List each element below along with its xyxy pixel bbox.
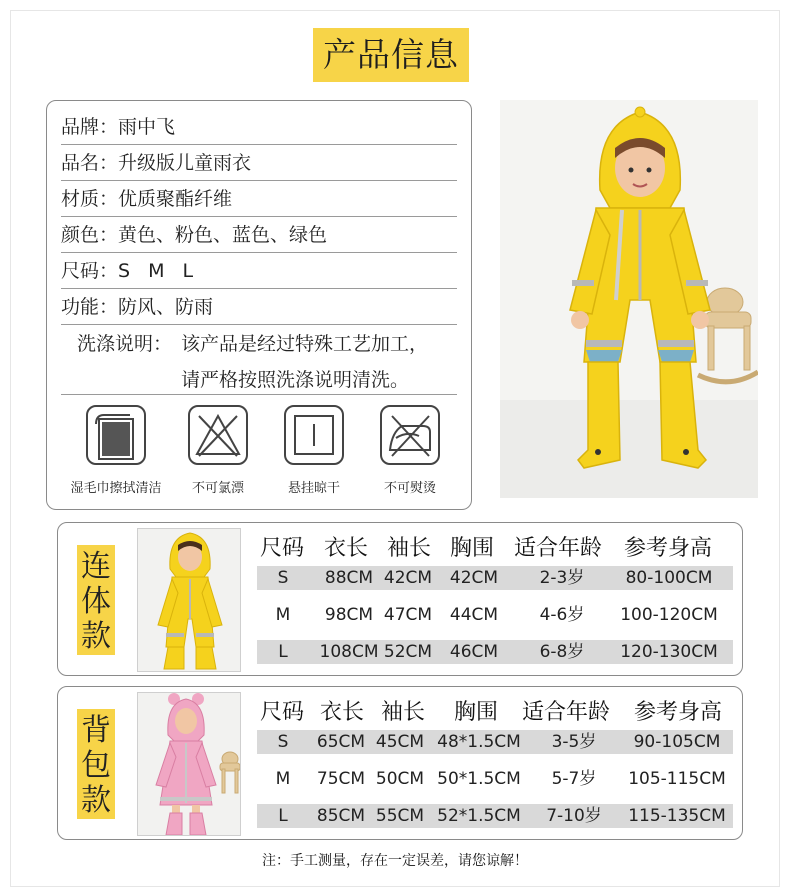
wash-line-1: 该产品是经过特殊工艺加工，: [181, 333, 429, 355]
info-label: 品牌：: [61, 116, 119, 138]
col-header-age: 适合年龄: [522, 700, 611, 725]
info-row-product-name: [61, 145, 457, 181]
cell-size: L: [278, 642, 288, 662]
cell-chest: 50*1.5CM: [437, 769, 521, 789]
cell-age: 3-5岁: [551, 732, 597, 752]
cell-size: S: [277, 568, 289, 588]
col-header-sleeve: 袖长: [381, 700, 426, 725]
no-bleach-icon: [187, 404, 249, 466]
cell-height: 115-135CM: [628, 806, 726, 826]
cell-chest: 46CM: [449, 642, 499, 662]
cell-length: 85CM: [316, 806, 366, 826]
info-value: 升级版儿童雨衣: [118, 152, 252, 174]
cell-length: 108CM: [319, 642, 379, 662]
info-row-function: [61, 289, 457, 325]
divider: [61, 394, 457, 395]
cell-sleeve: 42CM: [383, 568, 433, 588]
cell-length: 65CM: [316, 732, 366, 752]
info-row-material: [61, 181, 457, 217]
info-row-colors: [61, 217, 457, 253]
yellow-raincoat-image: [138, 529, 241, 672]
pink-raincoat-image: [138, 693, 241, 836]
wash-label: 洗涤说明：: [77, 333, 173, 355]
backpack-size-card: [57, 686, 743, 840]
backpack-tag: 背包款: [77, 709, 115, 819]
col-header-chest: 胸围: [454, 700, 499, 725]
cell-length: 88CM: [324, 568, 374, 588]
wash-line-2: 请严格按照洗涤说明清洗。: [181, 369, 410, 391]
cell-height: 100-120CM: [620, 605, 718, 625]
col-header-sleeve: 袖长: [387, 536, 432, 561]
backpack-thumbnail: [137, 692, 241, 836]
hang-dry-icon: [283, 404, 345, 466]
col-header-age: 适合年龄: [514, 536, 603, 561]
care-label: 悬挂晾干: [287, 481, 340, 496]
cell-sleeve: 47CM: [383, 605, 433, 625]
info-value: 防风、防雨: [118, 296, 214, 318]
page-title: 产品信息: [313, 28, 469, 82]
cell-size: M: [275, 605, 291, 625]
cell-age: 5-7岁: [551, 769, 597, 789]
one-piece-thumbnail: [137, 528, 241, 672]
cell-height: 105-115CM: [628, 769, 726, 789]
col-header-height: 参考身高: [634, 700, 723, 725]
cell-chest: 52*1.5CM: [437, 806, 521, 826]
info-value: 黄色、粉色、蓝色、绿色: [118, 224, 328, 246]
cell-height: 120-130CM: [620, 642, 718, 662]
care-label: 不可氯漂: [191, 481, 244, 496]
info-label: 品名：: [61, 152, 119, 174]
one-piece-tag: 连体款: [77, 545, 115, 655]
cell-chest: 48*1.5CM: [437, 732, 521, 752]
no-iron-icon: [379, 404, 441, 466]
info-label: 颜色：: [61, 224, 119, 246]
cell-length: 75CM: [316, 769, 366, 789]
cell-sleeve: 52CM: [383, 642, 433, 662]
info-value: S M L: [118, 260, 200, 282]
info-label: 尺码：: [61, 260, 119, 282]
info-label: 材质：: [61, 188, 119, 210]
cell-size: L: [278, 806, 288, 826]
cell-age: 7-10岁: [546, 806, 602, 826]
info-row-sizes: [61, 253, 457, 289]
one-piece-size-card: [57, 522, 743, 676]
info-label: 功能：: [61, 296, 119, 318]
info-row-brand: [61, 109, 457, 145]
col-header-size: 尺码: [260, 536, 305, 561]
col-header-height: 参考身高: [624, 536, 713, 561]
care-label: 湿毛巾擦拭清洁: [70, 481, 162, 496]
cell-length: 98CM: [324, 605, 374, 625]
care-label: 不可熨烫: [383, 481, 436, 496]
cell-chest: 42CM: [449, 568, 499, 588]
cell-sleeve: 50CM: [375, 769, 425, 789]
cell-age: 6-8岁: [539, 642, 585, 662]
cell-height: 80-100CM: [625, 568, 713, 588]
cell-age: 4-6岁: [539, 605, 585, 625]
cell-sleeve: 55CM: [375, 806, 425, 826]
col-header-length: 衣长: [324, 536, 369, 561]
measurement-note: 注：手工测量，存在一定误差，请您谅解！: [262, 853, 528, 869]
cell-chest: 44CM: [449, 605, 499, 625]
col-header-size: 尺码: [260, 700, 305, 725]
col-header-length: 衣长: [320, 700, 365, 725]
towel-wipe-icon: [85, 404, 147, 466]
product-info-card: [46, 100, 472, 510]
col-header-chest: 胸围: [450, 536, 495, 561]
cell-size: M: [275, 769, 291, 789]
product-photo: [500, 100, 758, 498]
cell-age: 2-3岁: [539, 568, 585, 588]
info-value: 雨中飞: [118, 116, 176, 138]
cell-sleeve: 45CM: [375, 732, 425, 752]
cell-height: 90-105CM: [633, 732, 721, 752]
info-value: 优质聚酯纤维: [118, 188, 233, 210]
cell-size: S: [277, 732, 289, 752]
yellow-raincoat-image: [500, 100, 758, 498]
